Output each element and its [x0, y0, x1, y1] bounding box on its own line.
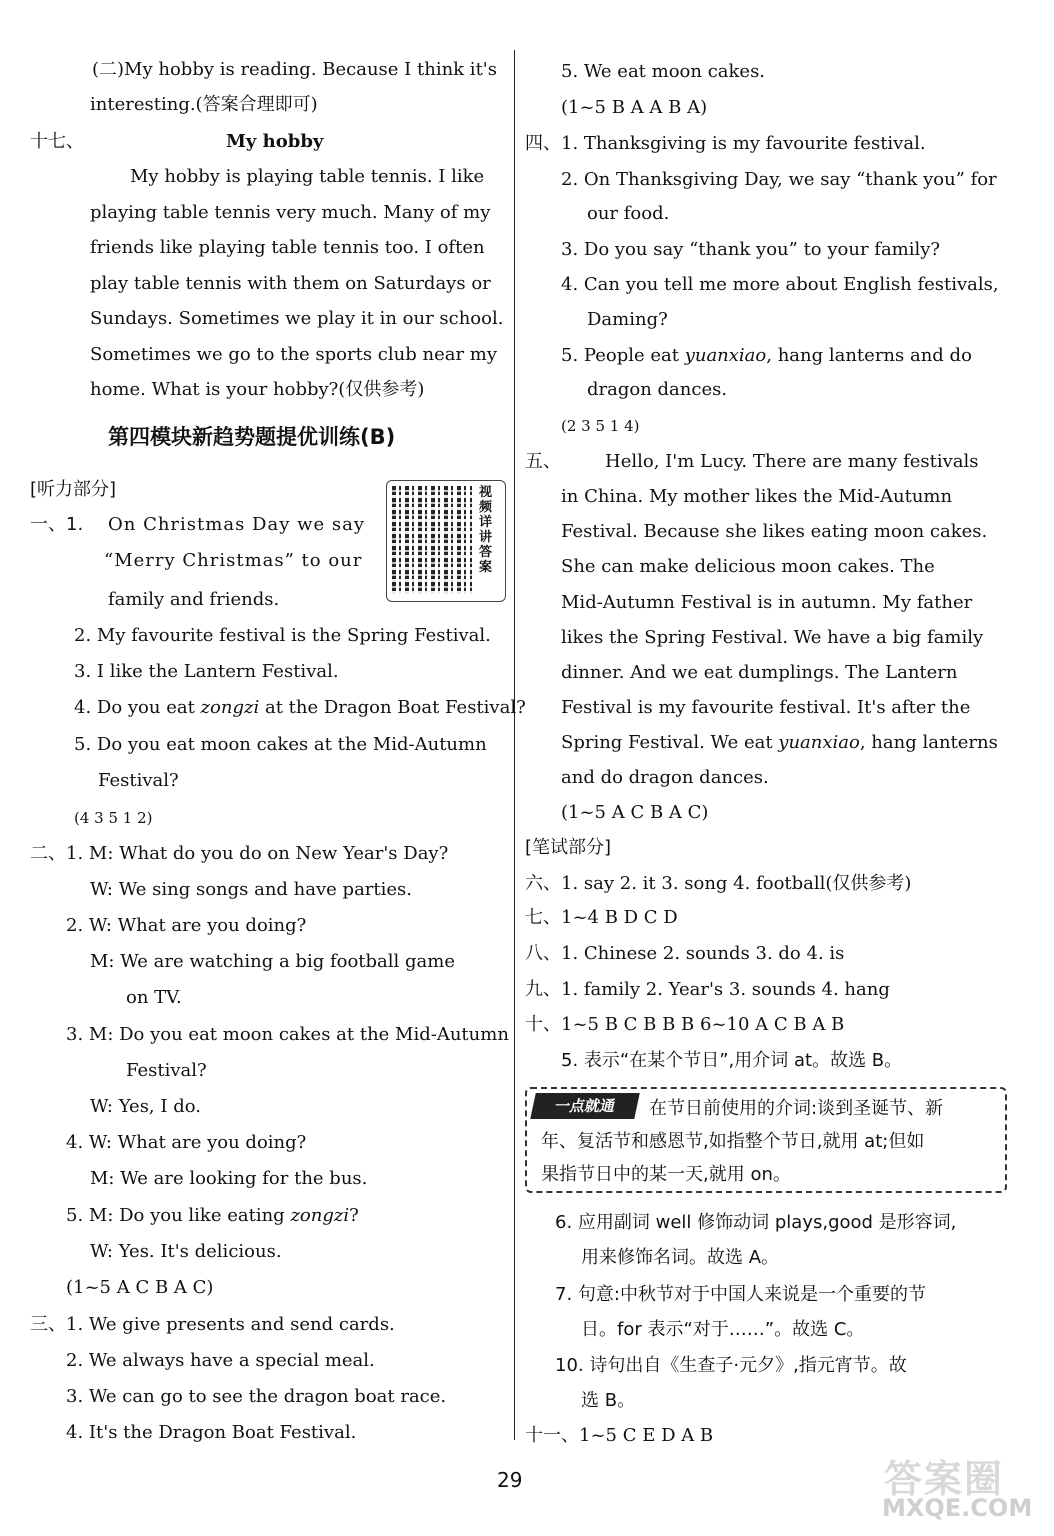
passage-line: dinner. And we eat dumplings. The Lantern — [561, 662, 958, 683]
dialogue-line: W: Yes. It's delicious. — [90, 1241, 282, 1262]
dialogue-line: 2. W: What are you doing? — [66, 915, 307, 936]
essay-line: My hobby is playing table tennis. I like — [130, 166, 485, 187]
answer-line: 3. Do you say “thank you” to your family? — [561, 239, 941, 260]
answer-line: 4. It's the Dragon Boat Festival. — [66, 1422, 357, 1443]
answer-line: interesting.(答案合理即可) — [90, 94, 318, 115]
answer-note: 6. 应用副词 well 修饰动词 plays,good 是形容词, — [555, 1212, 957, 1233]
question-number: 十七、 — [30, 131, 84, 152]
question-number: 一、1. — [30, 514, 84, 535]
tip-line: 果指节日中的某一天,就用 on。 — [541, 1164, 791, 1185]
watermark — [880, 1448, 1033, 1526]
answer-line: 3. We can go to see the dragon boat race. — [66, 1386, 447, 1407]
column-divider — [514, 50, 515, 1440]
answer-line: 5. We eat moon cakes. — [561, 61, 766, 82]
answer-line: 十一、1~5 C E D A B — [525, 1425, 714, 1446]
question-number: 五、 — [525, 451, 561, 472]
passage-line: Festival is my favourite festival. It's after the — [561, 697, 971, 718]
tip-label: 一点就通 — [530, 1093, 640, 1119]
essay-line: home. What is your hobby?(仅供参考) — [90, 379, 425, 400]
essay-title: My hobby — [226, 131, 324, 152]
qr-code[interactable] — [386, 480, 506, 602]
dialogue-line: M: We are watching a big football game — [90, 951, 455, 972]
passage-line: Hello, I'm Lucy. There are many festivals — [605, 451, 979, 472]
answer-line: 2. We always have a special meal. — [66, 1350, 375, 1371]
answer-key: (4 3 5 1 2) — [74, 809, 153, 827]
answer-line: dragon dances. — [587, 379, 728, 400]
answer-note: 选 B。 — [581, 1390, 636, 1411]
tip-box — [525, 1087, 1007, 1193]
answer-key: (1~5 B A A B A) — [561, 97, 708, 118]
answer-line: 七、1~4 B D C D — [525, 907, 678, 928]
answer-line: 十、1~5 B C B B B 6~10 A C B A B — [525, 1014, 845, 1035]
passage-line: Spring Festival. We eat yuanxiao, hang lanterns — [561, 732, 998, 753]
watermark-url: MXQE.COM — [882, 1494, 1033, 1522]
dialogue-line: M: We are looking for the bus. — [90, 1168, 368, 1189]
answer-line: 三、1. We give presents and send cards. — [30, 1314, 395, 1335]
answer-line: 3. I like the Lantern Festival. — [74, 661, 339, 682]
answer-key: (1~5 A C B A C) — [561, 802, 709, 823]
answer-line: 5. Do you eat moon cakes at the Mid-Autumn — [74, 734, 487, 755]
answer-key: (2 3 5 1 4) — [561, 417, 640, 435]
dialogue-line: on TV. — [126, 987, 182, 1008]
passage-line: and do dragon dances. — [561, 767, 769, 788]
answer-line: 八、1. Chinese 2. sounds 3. do 4. is — [525, 943, 845, 964]
dialogue-line: W: We sing songs and have parties. — [90, 879, 413, 900]
passage-line: Festival. Because she likes eating moon cakes. — [561, 521, 988, 542]
answer-note: 5. 表示“在某个节日”,用介词 at。故选 B。 — [561, 1050, 903, 1071]
answer-line: 2. My favourite festival is the Spring Festival. — [74, 625, 491, 646]
dialogue-line: 4. W: What are you doing? — [66, 1132, 307, 1153]
answer-line: 4. Can you tell me more about English festivals, — [561, 274, 999, 295]
answer-line: 4. Do you eat zongzi at the Dragon Boat Festival? — [74, 697, 526, 718]
essay-line: Sundays. Sometimes we play it in our school. — [90, 308, 504, 329]
answer-line: (二)My hobby is reading. Because I think it's — [92, 59, 497, 80]
answer-line: family and friends. — [108, 589, 280, 610]
answer-line: our food. — [587, 203, 670, 224]
answer-line: 九、1. family 2. Year's 3. sounds 4. hang — [525, 979, 890, 1000]
answer-note: 用来修饰名词。故选 A。 — [581, 1247, 780, 1268]
page-number: 29 — [497, 1468, 523, 1492]
listening-label: [听力部分] — [30, 479, 117, 500]
essay-line: play table tennis with them on Saturdays or — [90, 273, 491, 294]
answer-line: Festival? — [98, 770, 179, 791]
passage-line: Mid-Autumn Festival is in autumn. My father — [561, 592, 973, 613]
watermark-text: 答案圈 — [884, 1457, 1005, 1501]
answer-note: 10. 诗句出自《生查子·元夕》,指元宵节。故 — [555, 1355, 907, 1376]
answer-line: 5. People eat yuanxiao, hang lanterns and do — [561, 345, 972, 366]
answer-key: (1~5 A C B A C) — [66, 1277, 214, 1298]
passage-line: She can make delicious moon cakes. The — [561, 556, 935, 577]
answer-line: 四、1. Thanksgiving is my favourite festival. — [525, 133, 926, 154]
answer-line: On Christmas Day we say — [108, 514, 365, 535]
dialogue-line: 二、1. M: What do you do on New Year's Day? — [30, 843, 449, 864]
dialogue-line: 3. M: Do you eat moon cakes at the Mid-Autumn — [66, 1024, 509, 1045]
qr-caption: 视频详讲答案 — [479, 485, 493, 575]
dialogue-line: W: Yes, I do. — [90, 1096, 201, 1117]
answer-note: 7. 句意:中秋节对于中国人来说是一个重要的节 — [555, 1284, 926, 1305]
answer-line: “Merry Christmas” to our — [104, 550, 363, 571]
tip-line: 年、复活节和感恩节,如指整个节日,就用 at;但如 — [541, 1131, 925, 1152]
passage-line: in China. My mother likes the Mid-Autumn — [561, 486, 953, 507]
written-label: [笔试部分] — [525, 837, 612, 858]
answer-note: 日。for 表示“对于……”。故选 C。 — [581, 1319, 865, 1340]
qr-code-icon — [392, 486, 472, 594]
section-title: 第四模块新趋势题提优训练(B) — [108, 425, 396, 449]
dialogue-line: 5. M: Do you like eating zongzi? — [66, 1205, 359, 1226]
answer-line: 2. On Thanksgiving Day, we say “thank you” for — [561, 169, 997, 190]
answer-line: 六、1. say 2. it 3. song 4. football(仅供参考) — [525, 873, 912, 894]
answer-line: Daming? — [587, 309, 668, 330]
tip-line: 在节日前使用的介词:谈到圣诞节、新 — [649, 1098, 944, 1119]
essay-line: friends like playing table tennis too. I often — [90, 237, 485, 258]
passage-line: likes the Spring Festival. We have a big family — [561, 627, 984, 648]
dialogue-line: Festival? — [126, 1060, 207, 1081]
essay-line: Sometimes we go to the sports club near my — [90, 344, 498, 365]
essay-line: playing table tennis very much. Many of my — [90, 202, 491, 223]
